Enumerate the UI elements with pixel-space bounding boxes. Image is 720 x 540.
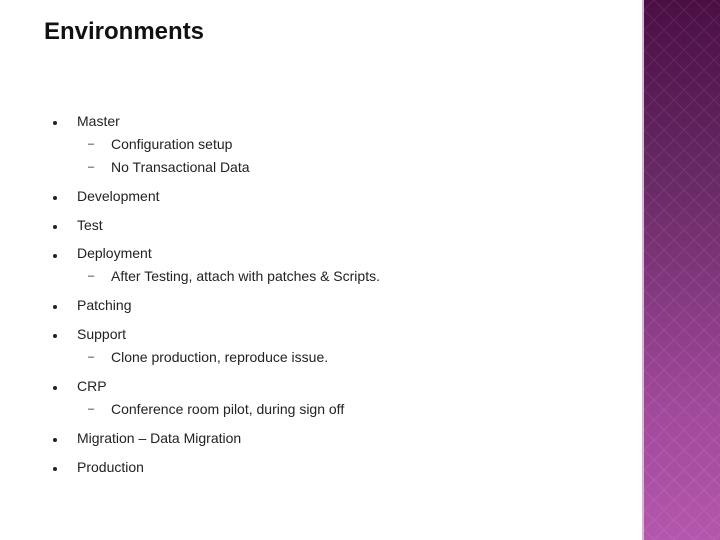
sub-item-conference-room-pilot: Conference room pilot, during sign off: [111, 401, 345, 417]
sub-bullet-dash: –: [88, 161, 95, 173]
bullet-item-production: Production: [77, 459, 144, 475]
sub-item-configuration-setup: Configuration setup: [111, 136, 233, 152]
bullet-dot: [53, 334, 57, 338]
sub-item-after-testing: After Testing, attach with patches & Scripts.: [111, 268, 380, 284]
sub-bullet-dash: –: [88, 403, 95, 415]
bullet-item-master: Master: [77, 113, 120, 129]
bullet-item-crp: CRP: [77, 378, 107, 394]
bullet-dot: [53, 438, 57, 442]
sub-bullet-dash: –: [88, 138, 95, 150]
sub-item-no-transactional-data: No Transactional Data: [111, 159, 250, 175]
bullet-dot: [53, 467, 57, 471]
bullet-item-migration: Migration – Data Migration: [77, 430, 242, 446]
bullet-dot: [53, 386, 57, 390]
bullet-dot: [53, 225, 57, 229]
bullet-item-support: Support: [77, 326, 127, 342]
decorative-side-panel: [642, 0, 720, 540]
sub-bullet-dash: –: [88, 351, 95, 363]
bullet-item-test: Test: [77, 217, 103, 233]
bullet-dot: [53, 254, 57, 258]
bullet-dot: [53, 196, 57, 200]
bullet-dot: [53, 121, 57, 125]
sub-item-clone-production: Clone production, reproduce issue.: [111, 349, 329, 365]
bullet-item-development: Development: [77, 188, 160, 204]
slide-title: Environments: [44, 18, 205, 45]
bullet-item-deployment: Deployment: [77, 245, 152, 261]
bullet-item-patching: Patching: [77, 297, 132, 313]
diamond-pattern-icon: [644, 0, 720, 540]
bullet-dot: [53, 305, 57, 309]
sub-bullet-dash: –: [88, 270, 95, 282]
